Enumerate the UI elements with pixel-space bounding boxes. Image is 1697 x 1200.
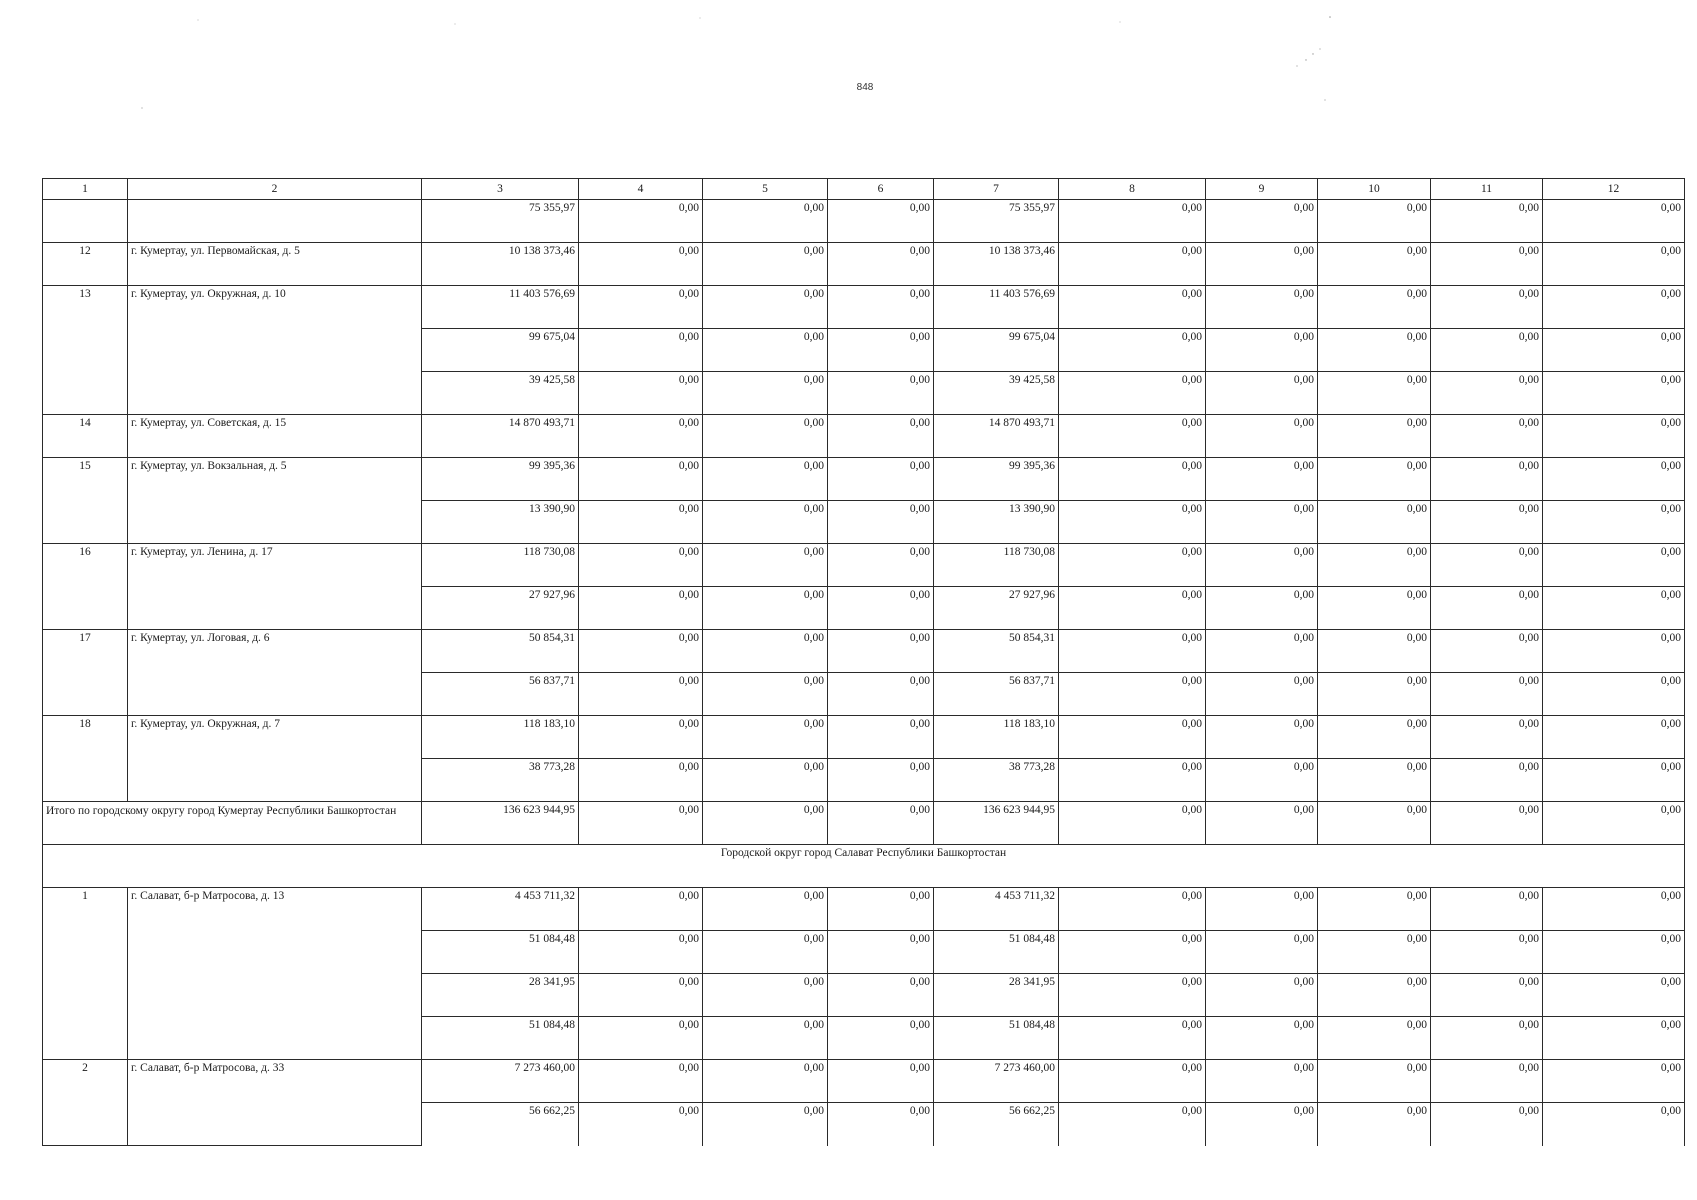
value-cell-col-4: 0,00 — [579, 243, 703, 286]
value-cell-col-12: 0,00 — [1543, 716, 1685, 759]
table-body — [43, 200, 1685, 1146]
value-cell-col-6: 0,00 — [828, 630, 934, 673]
value-cell-col-5: 0,00 — [703, 673, 828, 716]
header-row — [43, 179, 1685, 200]
value-cell-col-9: 0,00 — [1206, 329, 1318, 372]
value-cell-col-3: 28 341,95 — [422, 974, 579, 1017]
value-cell-col-12: 0,00 — [1543, 759, 1685, 802]
value-cell-col-12: 0,00 — [1543, 630, 1685, 673]
value-cell-col-3: 14 870 493,71 — [422, 415, 579, 458]
value-cell-col-4: 0,00 — [579, 1060, 703, 1103]
value-cell-col-6: 0,00 — [828, 200, 934, 243]
value-cell-col-6: 0,00 — [828, 372, 934, 415]
value-cell-col-8: 0,00 — [1059, 931, 1206, 974]
scan-noise-marks — [0, 0, 1697, 160]
value-cell-col-10: 0,00 — [1318, 544, 1431, 587]
value-cell-col-8: 0,00 — [1059, 415, 1206, 458]
value-cell-col-7: 56 837,71 — [934, 673, 1059, 716]
value-cell-col-8: 0,00 — [1059, 974, 1206, 1017]
value-cell-col-7: 99 395,36 — [934, 458, 1059, 501]
value-cell-col-7: 27 927,96 — [934, 587, 1059, 630]
column-header-8: 8 — [1059, 179, 1206, 200]
value-cell-col-9: 0,00 — [1206, 673, 1318, 716]
value-cell-col-6: 0,00 — [828, 587, 934, 630]
table-row — [43, 243, 1685, 286]
address-cell: г. Салават, б-р Матросова, д. 33 — [128, 1060, 422, 1146]
value-cell-col-5: 0,00 — [703, 888, 828, 931]
value-cell-col-4: 0,00 — [579, 544, 703, 587]
value-cell-col-4: 0,00 — [579, 200, 703, 243]
table-row — [43, 1060, 1685, 1103]
value-cell-col-3: 13 390,90 — [422, 501, 579, 544]
value-cell-col-4: 0,00 — [579, 415, 703, 458]
value-cell-col-6: 0,00 — [828, 458, 934, 501]
value-cell-col-9: 0,00 — [1206, 974, 1318, 1017]
column-header-3: 3 — [422, 179, 579, 200]
value-cell-col-8: 0,00 — [1059, 200, 1206, 243]
value-cell-col-11: 0,00 — [1431, 587, 1543, 630]
table-row — [43, 716, 1685, 759]
value-cell-col-7: 136 623 944,95 — [934, 802, 1059, 845]
value-cell-col-7: 7 273 460,00 — [934, 1060, 1059, 1103]
value-cell-col-10: 0,00 — [1318, 458, 1431, 501]
row-number: 1 — [43, 888, 128, 1060]
value-cell-col-7: 13 390,90 — [934, 501, 1059, 544]
address-cell: г. Кумертау, ул. Окружная, д. 10 — [128, 286, 422, 415]
value-cell-col-9: 0,00 — [1206, 1060, 1318, 1103]
value-cell-col-12: 0,00 — [1543, 974, 1685, 1017]
row-number: 16 — [43, 544, 128, 630]
value-cell-col-3: 7 273 460,00 — [422, 1060, 579, 1103]
value-cell-col-5: 0,00 — [703, 243, 828, 286]
value-cell-col-9: 0,00 — [1206, 888, 1318, 931]
table-row — [43, 415, 1685, 458]
value-cell-col-5: 0,00 — [703, 1017, 828, 1060]
value-cell-col-11: 0,00 — [1431, 888, 1543, 931]
value-cell-col-6: 0,00 — [828, 888, 934, 931]
value-cell-col-8: 0,00 — [1059, 1103, 1206, 1146]
value-cell-col-5: 0,00 — [703, 458, 828, 501]
page-number: 848 — [856, 82, 874, 93]
value-cell-col-5: 0,00 — [703, 974, 828, 1017]
value-cell-col-8: 0,00 — [1059, 286, 1206, 329]
value-cell-col-7: 51 084,48 — [934, 1017, 1059, 1060]
value-cell-col-12: 0,00 — [1543, 1103, 1685, 1146]
value-cell-col-11: 0,00 — [1431, 974, 1543, 1017]
value-cell-col-4: 0,00 — [579, 458, 703, 501]
value-cell-col-9: 0,00 — [1206, 544, 1318, 587]
value-cell-col-3: 51 084,48 — [422, 1017, 579, 1060]
value-cell-col-11: 0,00 — [1431, 458, 1543, 501]
value-cell-col-10: 0,00 — [1318, 372, 1431, 415]
value-cell-col-10: 0,00 — [1318, 1060, 1431, 1103]
value-cell-col-10: 0,00 — [1318, 673, 1431, 716]
value-cell-col-7: 4 453 711,32 — [934, 888, 1059, 931]
section-title: Городской округ город Салават Республики Башкортостан — [43, 845, 1685, 888]
row-number: 14 — [43, 415, 128, 458]
value-cell-col-12: 0,00 — [1543, 243, 1685, 286]
value-cell-col-5: 0,00 — [703, 372, 828, 415]
column-header-7: 7 — [934, 179, 1059, 200]
value-cell-col-6: 0,00 — [828, 802, 934, 845]
table-row — [43, 286, 1685, 329]
value-cell-col-11: 0,00 — [1431, 1017, 1543, 1060]
value-cell-col-12: 0,00 — [1543, 415, 1685, 458]
value-cell-col-9: 0,00 — [1206, 931, 1318, 974]
column-header-4: 4 — [579, 179, 703, 200]
table-row — [43, 544, 1685, 587]
row-number: 18 — [43, 716, 128, 802]
value-cell-col-10: 0,00 — [1318, 200, 1431, 243]
column-header-10: 10 — [1318, 179, 1431, 200]
value-cell-col-10: 0,00 — [1318, 630, 1431, 673]
value-cell-col-6: 0,00 — [828, 1103, 934, 1146]
value-cell-col-11: 0,00 — [1431, 802, 1543, 845]
value-cell-col-3: 56 662,25 — [422, 1103, 579, 1146]
value-cell-col-10: 0,00 — [1318, 974, 1431, 1017]
value-cell-col-3: 99 675,04 — [422, 329, 579, 372]
total-row — [43, 802, 1685, 845]
value-cell-col-5: 0,00 — [703, 1060, 828, 1103]
value-cell-col-12: 0,00 — [1543, 802, 1685, 845]
value-cell-col-3: 75 355,97 — [422, 200, 579, 243]
value-cell-col-8: 0,00 — [1059, 372, 1206, 415]
value-cell-col-9: 0,00 — [1206, 415, 1318, 458]
value-cell-col-10: 0,00 — [1318, 1103, 1431, 1146]
value-cell-col-6: 0,00 — [828, 329, 934, 372]
value-cell-col-9: 0,00 — [1206, 458, 1318, 501]
row-number: 15 — [43, 458, 128, 544]
value-cell-col-7: 99 675,04 — [934, 329, 1059, 372]
value-cell-col-7: 51 084,48 — [934, 931, 1059, 974]
value-cell-col-7: 50 854,31 — [934, 630, 1059, 673]
value-cell-col-8: 0,00 — [1059, 1060, 1206, 1103]
column-header-11: 11 — [1431, 179, 1543, 200]
value-cell-col-4: 0,00 — [579, 630, 703, 673]
value-cell-col-9: 0,00 — [1206, 243, 1318, 286]
budget-table — [42, 178, 1685, 1146]
address-cell — [128, 200, 422, 243]
value-cell-col-11: 0,00 — [1431, 1060, 1543, 1103]
value-cell-col-3: 136 623 944,95 — [422, 802, 579, 845]
value-cell-col-4: 0,00 — [579, 501, 703, 544]
table-header — [43, 179, 1685, 200]
address-cell: г. Кумертау, ул. Советская, д. 15 — [128, 415, 422, 458]
value-cell-col-5: 0,00 — [703, 200, 828, 243]
value-cell-col-4: 0,00 — [579, 1017, 703, 1060]
value-cell-col-9: 0,00 — [1206, 501, 1318, 544]
value-cell-col-12: 0,00 — [1543, 888, 1685, 931]
column-header-12: 12 — [1543, 179, 1685, 200]
value-cell-col-12: 0,00 — [1543, 501, 1685, 544]
value-cell-col-5: 0,00 — [703, 415, 828, 458]
value-cell-col-7: 14 870 493,71 — [934, 415, 1059, 458]
value-cell-col-8: 0,00 — [1059, 458, 1206, 501]
value-cell-col-11: 0,00 — [1431, 716, 1543, 759]
value-cell-col-6: 0,00 — [828, 1060, 934, 1103]
value-cell-col-3: 51 084,48 — [422, 931, 579, 974]
value-cell-col-9: 0,00 — [1206, 630, 1318, 673]
value-cell-col-4: 0,00 — [579, 1103, 703, 1146]
value-cell-col-8: 0,00 — [1059, 759, 1206, 802]
value-cell-col-4: 0,00 — [579, 286, 703, 329]
value-cell-col-11: 0,00 — [1431, 372, 1543, 415]
value-cell-col-7: 75 355,97 — [934, 200, 1059, 243]
column-header-6: 6 — [828, 179, 934, 200]
value-cell-col-11: 0,00 — [1431, 329, 1543, 372]
value-cell-col-12: 0,00 — [1543, 200, 1685, 243]
value-cell-col-10: 0,00 — [1318, 415, 1431, 458]
value-cell-col-6: 0,00 — [828, 501, 934, 544]
value-cell-col-9: 0,00 — [1206, 802, 1318, 845]
value-cell-col-6: 0,00 — [828, 286, 934, 329]
value-cell-col-8: 0,00 — [1059, 329, 1206, 372]
value-cell-col-10: 0,00 — [1318, 501, 1431, 544]
column-header-9: 9 — [1206, 179, 1318, 200]
value-cell-col-11: 0,00 — [1431, 286, 1543, 329]
value-cell-col-11: 0,00 — [1431, 544, 1543, 587]
value-cell-col-9: 0,00 — [1206, 716, 1318, 759]
value-cell-col-12: 0,00 — [1543, 286, 1685, 329]
value-cell-col-5: 0,00 — [703, 286, 828, 329]
value-cell-col-4: 0,00 — [579, 673, 703, 716]
value-cell-col-11: 0,00 — [1431, 759, 1543, 802]
value-cell-col-3: 50 854,31 — [422, 630, 579, 673]
value-cell-col-11: 0,00 — [1431, 200, 1543, 243]
value-cell-col-5: 0,00 — [703, 501, 828, 544]
value-cell-col-3: 118 730,08 — [422, 544, 579, 587]
value-cell-col-6: 0,00 — [828, 974, 934, 1017]
value-cell-col-8: 0,00 — [1059, 630, 1206, 673]
value-cell-col-8: 0,00 — [1059, 888, 1206, 931]
value-cell-col-9: 0,00 — [1206, 587, 1318, 630]
value-cell-col-4: 0,00 — [579, 372, 703, 415]
value-cell-col-5: 0,00 — [703, 759, 828, 802]
row-number: 12 — [43, 243, 128, 286]
value-cell-col-12: 0,00 — [1543, 544, 1685, 587]
value-cell-col-12: 0,00 — [1543, 1017, 1685, 1060]
value-cell-col-9: 0,00 — [1206, 759, 1318, 802]
column-header-2: 2 — [128, 179, 422, 200]
address-cell: г. Кумертау, ул. Вокзальная, д. 5 — [128, 458, 422, 544]
column-header-1: 1 — [43, 179, 128, 200]
value-cell-col-12: 0,00 — [1543, 372, 1685, 415]
value-cell-col-4: 0,00 — [579, 802, 703, 845]
value-cell-col-3: 27 927,96 — [422, 587, 579, 630]
value-cell-col-4: 0,00 — [579, 931, 703, 974]
value-cell-col-10: 0,00 — [1318, 286, 1431, 329]
value-cell-col-8: 0,00 — [1059, 673, 1206, 716]
value-cell-col-7: 56 662,25 — [934, 1103, 1059, 1146]
value-cell-col-4: 0,00 — [579, 759, 703, 802]
value-cell-col-7: 28 341,95 — [934, 974, 1059, 1017]
value-cell-col-3: 118 183,10 — [422, 716, 579, 759]
address-cell: г. Кумертау, ул. Первомайская, д. 5 — [128, 243, 422, 286]
table-row — [43, 200, 1685, 243]
value-cell-col-10: 0,00 — [1318, 802, 1431, 845]
value-cell-col-12: 0,00 — [1543, 329, 1685, 372]
value-cell-col-12: 0,00 — [1543, 587, 1685, 630]
row-number: 17 — [43, 630, 128, 716]
value-cell-col-3: 38 773,28 — [422, 759, 579, 802]
value-cell-col-10: 0,00 — [1318, 931, 1431, 974]
value-cell-col-10: 0,00 — [1318, 716, 1431, 759]
value-cell-col-11: 0,00 — [1431, 415, 1543, 458]
value-cell-col-9: 0,00 — [1206, 1017, 1318, 1060]
value-cell-col-6: 0,00 — [828, 931, 934, 974]
value-cell-col-9: 0,00 — [1206, 1103, 1318, 1146]
value-cell-col-7: 39 425,58 — [934, 372, 1059, 415]
address-cell: г. Салават, б-р Матросова, д. 13 — [128, 888, 422, 1060]
value-cell-col-6: 0,00 — [828, 243, 934, 286]
value-cell-col-11: 0,00 — [1431, 1103, 1543, 1146]
value-cell-col-6: 0,00 — [828, 1017, 934, 1060]
value-cell-col-11: 0,00 — [1431, 630, 1543, 673]
table-row — [43, 458, 1685, 501]
value-cell-col-3: 99 395,36 — [422, 458, 579, 501]
value-cell-col-6: 0,00 — [828, 544, 934, 587]
value-cell-col-5: 0,00 — [703, 329, 828, 372]
value-cell-col-12: 0,00 — [1543, 1060, 1685, 1103]
value-cell-col-9: 0,00 — [1206, 372, 1318, 415]
value-cell-col-12: 0,00 — [1543, 673, 1685, 716]
value-cell-col-12: 0,00 — [1543, 458, 1685, 501]
value-cell-col-9: 0,00 — [1206, 286, 1318, 329]
value-cell-col-8: 0,00 — [1059, 802, 1206, 845]
value-cell-col-5: 0,00 — [703, 802, 828, 845]
value-cell-col-3: 56 837,71 — [422, 673, 579, 716]
value-cell-col-6: 0,00 — [828, 759, 934, 802]
value-cell-col-4: 0,00 — [579, 974, 703, 1017]
value-cell-col-10: 0,00 — [1318, 888, 1431, 931]
row-number: 2 — [43, 1060, 128, 1146]
value-cell-col-5: 0,00 — [703, 587, 828, 630]
value-cell-col-4: 0,00 — [579, 329, 703, 372]
value-cell-col-8: 0,00 — [1059, 544, 1206, 587]
value-cell-col-5: 0,00 — [703, 716, 828, 759]
value-cell-col-10: 0,00 — [1318, 587, 1431, 630]
total-label: Итого по городскому округу город Кумертау Республики Башкортостан — [43, 802, 422, 845]
value-cell-col-5: 0,00 — [703, 1103, 828, 1146]
value-cell-col-5: 0,00 — [703, 544, 828, 587]
value-cell-col-7: 10 138 373,46 — [934, 243, 1059, 286]
value-cell-col-3: 10 138 373,46 — [422, 243, 579, 286]
table-row — [43, 630, 1685, 673]
section-row — [43, 845, 1685, 888]
value-cell-col-10: 0,00 — [1318, 329, 1431, 372]
value-cell-col-4: 0,00 — [579, 587, 703, 630]
address-cell: г. Кумертау, ул. Логовая, д. 6 — [128, 630, 422, 716]
value-cell-col-4: 0,00 — [579, 888, 703, 931]
value-cell-col-6: 0,00 — [828, 716, 934, 759]
column-header-5: 5 — [703, 179, 828, 200]
row-number — [43, 200, 128, 243]
value-cell-col-5: 0,00 — [703, 931, 828, 974]
value-cell-col-7: 11 403 576,69 — [934, 286, 1059, 329]
value-cell-col-10: 0,00 — [1318, 759, 1431, 802]
value-cell-col-3: 11 403 576,69 — [422, 286, 579, 329]
value-cell-col-8: 0,00 — [1059, 587, 1206, 630]
value-cell-col-3: 4 453 711,32 — [422, 888, 579, 931]
address-cell: г. Кумертау, ул. Окружная, д. 7 — [128, 716, 422, 802]
value-cell-col-4: 0,00 — [579, 716, 703, 759]
value-cell-col-7: 118 730,08 — [934, 544, 1059, 587]
table-row — [43, 888, 1685, 931]
value-cell-col-8: 0,00 — [1059, 501, 1206, 544]
row-number: 13 — [43, 286, 128, 415]
value-cell-col-6: 0,00 — [828, 415, 934, 458]
value-cell-col-7: 118 183,10 — [934, 716, 1059, 759]
value-cell-col-8: 0,00 — [1059, 1017, 1206, 1060]
value-cell-col-8: 0,00 — [1059, 243, 1206, 286]
address-cell: г. Кумертау, ул. Ленина, д. 17 — [128, 544, 422, 630]
value-cell-col-5: 0,00 — [703, 630, 828, 673]
value-cell-col-9: 0,00 — [1206, 200, 1318, 243]
value-cell-col-12: 0,00 — [1543, 931, 1685, 974]
value-cell-col-7: 38 773,28 — [934, 759, 1059, 802]
value-cell-col-8: 0,00 — [1059, 716, 1206, 759]
value-cell-col-11: 0,00 — [1431, 931, 1543, 974]
value-cell-col-6: 0,00 — [828, 673, 934, 716]
value-cell-col-3: 39 425,58 — [422, 372, 579, 415]
value-cell-col-11: 0,00 — [1431, 673, 1543, 716]
value-cell-col-10: 0,00 — [1318, 243, 1431, 286]
value-cell-col-10: 0,00 — [1318, 1017, 1431, 1060]
value-cell-col-11: 0,00 — [1431, 243, 1543, 286]
value-cell-col-11: 0,00 — [1431, 501, 1543, 544]
